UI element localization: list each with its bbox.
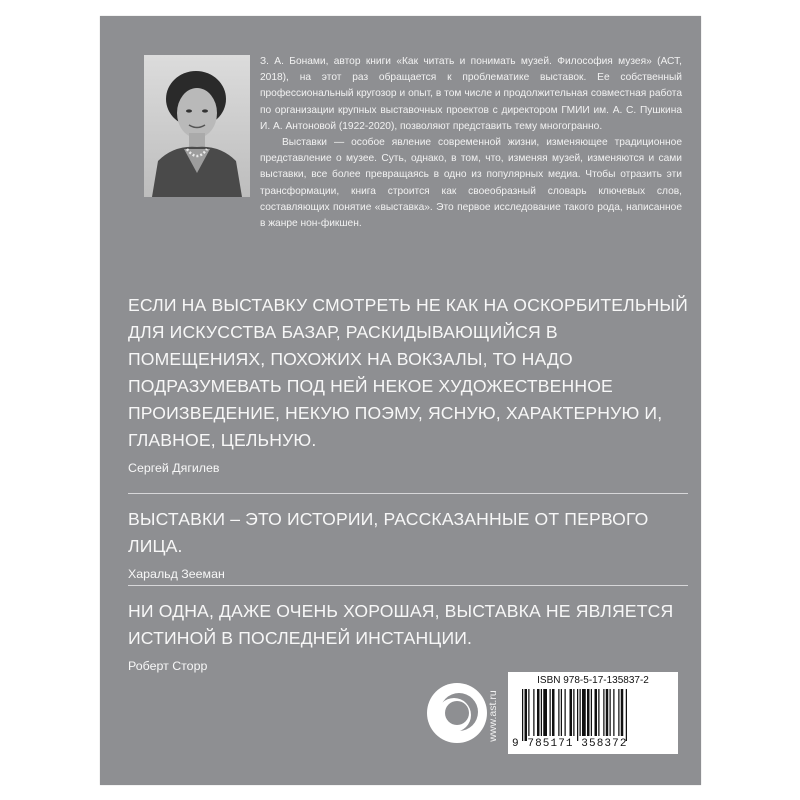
author-portrait: [144, 55, 250, 197]
barcode-bar: [573, 689, 574, 736]
author-photo: [144, 55, 250, 197]
quote-text: НИ ОДНА, ДАЖЕ ОЧЕНЬ ХОРОШАЯ, ВЫСТАВКА НЕ ЯВЛЯЕТСЯ ИСТИНОЙ В ПОСЛЕДНЕЙ ИНСТАНЦИИ.: [128, 601, 674, 648]
barcode-bar: [533, 689, 534, 736]
quote-block: [128, 598, 688, 674]
quote-block: [128, 506, 688, 582]
barcode-bar: [537, 689, 540, 736]
quote-text: ВЫСТАВКИ – ЭТО ИСТОРИИ, РАССКАЗАННЫЕ ОТ ПЕРВОГО ЛИЦА.: [128, 509, 649, 556]
barcode-bar: [618, 689, 619, 736]
barcode-bar: [587, 689, 590, 736]
quote-divider: [128, 493, 688, 494]
barcode-bar: [606, 689, 609, 736]
quote-text: ЕСЛИ НА ВЫСТАВКУ СМОТРЕТЬ НЕ КАК НА ОСКОРБИТЕЛЬНЫЙ ДЛЯ ИСКУССТВА БАЗАР, РАСКИДЫВАЮЩИЙСЯ В ПОМЕЩЕНИЯХ, ПОХОЖИХ НА ВОКЗАЛЫ, ТО НАДО ПОДРАЗУМЕВАТЬ ПОД НЕЙ НЕКОЕ ХУДОЖЕСТВЕННОЕ ПРОИЗВЕДЕНИЕ, НЕКУЮ ПОЭМУ, ЯСНУЮ, ХАРАКТЕРНУЮ И, ГЛАВНОЕ, ЦЕЛЬНУЮ.: [128, 295, 688, 450]
barcode-bar: [603, 689, 604, 736]
barcode-bar: [598, 689, 599, 736]
barcode-bar: [565, 689, 566, 736]
publisher-logo-icon: [426, 682, 488, 744]
barcode-bar: [528, 689, 529, 736]
barcode-bar: [543, 689, 547, 736]
barcode: [508, 672, 678, 754]
back-cover: [100, 16, 701, 785]
barcode-bar: [591, 689, 592, 736]
barcode-bar: [621, 689, 624, 736]
barcode-bar: [582, 689, 586, 736]
ean-number: 9 785171 358372: [512, 738, 628, 750]
barcode-bar: [626, 689, 627, 741]
barcode-bar: [580, 689, 581, 736]
barcode-bars: [522, 689, 664, 741]
quote-block: [128, 292, 688, 476]
barcode-bar: [570, 689, 573, 736]
barcode-bar: [541, 689, 542, 736]
barcode-bar: [550, 689, 551, 736]
barcode-bar: [552, 689, 555, 736]
barcode-bar: [525, 689, 528, 741]
bio-paragraph: Выставки — особое явление современной жизни, изменяющее традиционное представление о музее. Суть, однако, в том, что, изменяя музей, изменяются и сами выставки, все более превращаясь в одно из популярных медиа. Чтобы отразить эти трансформации, книга строится как своеобразный словарь ключевых слов, составляющих понятие «выставка». Это первое исследование такого рода, написанное в жанре нон-фикшен.: [260, 137, 682, 230]
barcode-bar: [558, 689, 559, 736]
barcode-bar: [595, 689, 598, 736]
isbn-label: ISBN 978-5-17-135837-2: [537, 675, 649, 686]
barcode-bar: [613, 689, 614, 736]
barcode-bar: [561, 689, 562, 736]
quote-author: Роберт Сторр: [128, 659, 208, 673]
barcode-bar: [522, 689, 523, 741]
quote-author: Сергей Дягилев: [128, 461, 220, 475]
bio-paragraph: З. А. Бонами, автор книги «Как читать и понимать музей. Философия музея» (АСТ, 2018), на этот раз обращается к проблематике выставок. Ее собственный профессиональный кругозор и опыт, в том числе и продолжительная совместная работа по организации крупных выставочных проектов с директором ГМИИ им. А. С. Пушкина И. А. Антоновой (1922-2020), позволяют представить тему многогранно.: [260, 56, 682, 132]
quote-author: Харальд Зееман: [128, 567, 225, 581]
barcode-bar: [577, 689, 578, 741]
quote-divider: [128, 585, 688, 586]
publisher-website: www.ast.ru: [487, 690, 499, 742]
author-bio: [260, 54, 682, 232]
barcode-bar: [610, 689, 611, 736]
